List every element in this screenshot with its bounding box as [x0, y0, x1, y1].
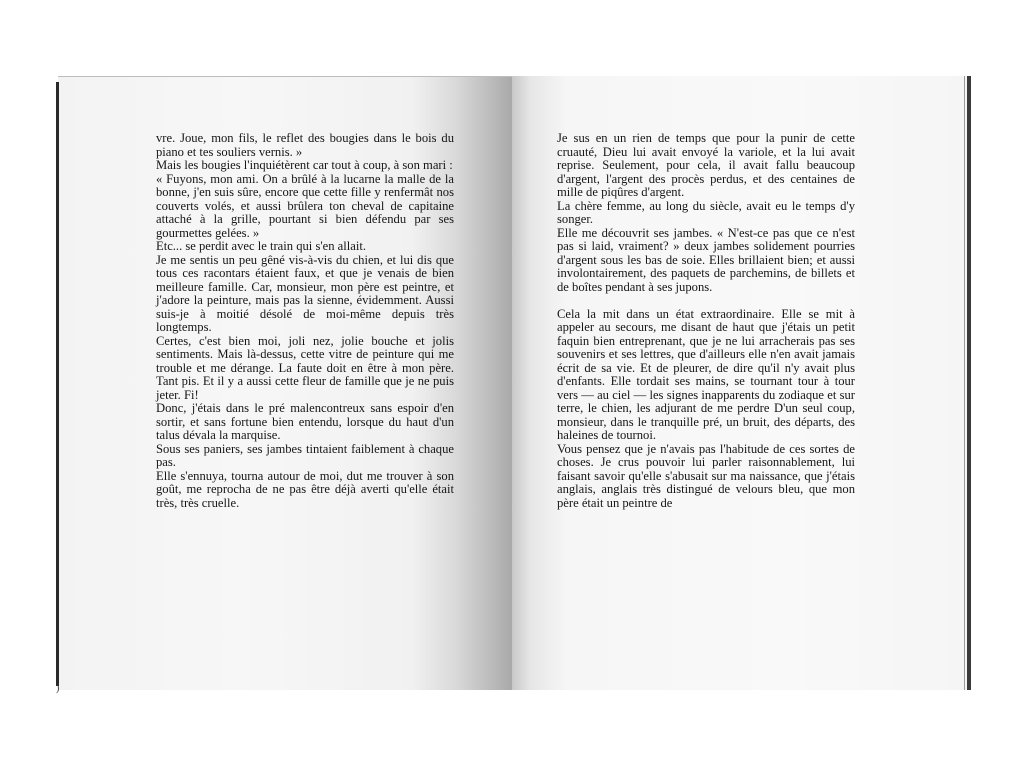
right-page [512, 76, 968, 690]
paragraph: Elle me découvrit ses jambes. « N'est-ce pas que ce n'est pas si laid, vraiment? » deux jambes solidement pourries d'argent sous les bas de soie. Elles brillaient bien; et aussi involontairement, des paquets de parchemins, de billets et de boîtes pendant à ses jupons. [557, 225, 855, 294]
book-spread [56, 76, 968, 694]
paragraph: Certes, c'est bien moi, joli nez, jolie bouche et jolis sentiments. Mais là-dessus, cette vitre de peinture qui me trouble et me dérange. La faute doit en être à mon père. Tant pis. Et il y a aussi cette fleur de famille que je ne puis jeter. Fi! [156, 333, 454, 402]
left-page [56, 76, 512, 694]
paragraph: Donc, j'étais dans le pré malencontreux sans espoir d'en sortir, et sans fortune bien entendu, lorsque du haut d'un talus dévala la marquise. [156, 401, 454, 442]
right-page-edge [967, 76, 971, 690]
top-page-edge [58, 76, 512, 77]
paragraph: Vous pensez que je n'avais pas l'habitude de ces sortes de choses. Je crus pouvoir lui parler raisonnablement, lui faisant savoir qu'elle s'abusait sur ma naissance, que j'étais anglais, anglais très distingué de velours bleu, que mon père était un peintre de [557, 441, 855, 510]
paragraph: Etc... se perdit avec le train qui s'en allait. [156, 239, 366, 253]
right-page-text [557, 132, 855, 510]
left-page-text [156, 132, 454, 510]
paragraph: Je sus en un rien de temps que pour la punir de cette cruauté, Dieu lui avait envoyé la variole, et la lui avait reprise. Seulement, pour cela, il avait fallu beaucoup d'argent, l'argent des procès perdus, et des centaines de mille de piqûres d'argent. [557, 131, 855, 199]
paragraph: Elle s'ennuya, tourna autour de moi, dut me trouver à son goût, me reprocha de ne pas être déjà averti qu'elle était très, très cruelle. [156, 468, 454, 510]
paragraph: vre. Joue, mon fils, le reflet des bougies dans le bois du piano et tes souliers vernis. » [156, 131, 454, 159]
paragraph: Je me sentis un peu gêné vis-à-vis du chien, et lui dis que tous ces racontars étaient faux, et que je venais de bien meilleure famille. Car, monsieur, mon père est peintre, et j'adore la peinture, mais pas la sienne, évidemment. Aussi suis-je à moitié désolé de moi-même depuis très longtemps. [156, 252, 454, 334]
paragraph: La chère femme, au long du siècle, avait eu le temps d'y songer. [557, 198, 855, 226]
paragraph: Sous ses paniers, ses jambes tintaient faiblement à chaque pas. [156, 441, 454, 469]
right-page-edge-shadow [964, 76, 965, 690]
paragraph: « Fuyons, mon ami. On a brûlé à la lucarne la malle de la bonne, j'en suis sûre, encore que cette fille y renfermât nos couverts volés, et aussi brûlera ton cheval de capitaine attaché à la grille, pourtant si bien défendu par ses gourmettes gelées. » [156, 171, 454, 240]
paragraph: Cela la mit dans un état extraordinaire. Elle se mit à appeler au secours, me disant de haut que j'étais un petit faquin bien entreprenant, que je ne lui arracherais pas ses souvenirs et ses lettres, que d'ailleurs elle n'en avait jamais écrit de sa vie. Et de pleurer, de dire qu'il n'y avait plus d'enfants. Elle tordait ses mains, se tournant tour à tour vers — au ciel — les signes inapparents du zodiaque et sur terre, le chien, les adjurant de me perdre D'un seul coup, monsieur, dans le tranquille pré, un bruit, des départs, des haleines de tournoi. [557, 306, 855, 442]
corner-mark: ) [56, 683, 60, 694]
paragraph: Mais les bougies l'inquiétèrent car tout à coup, à son mari : [156, 158, 453, 172]
left-page-edge [56, 82, 59, 686]
